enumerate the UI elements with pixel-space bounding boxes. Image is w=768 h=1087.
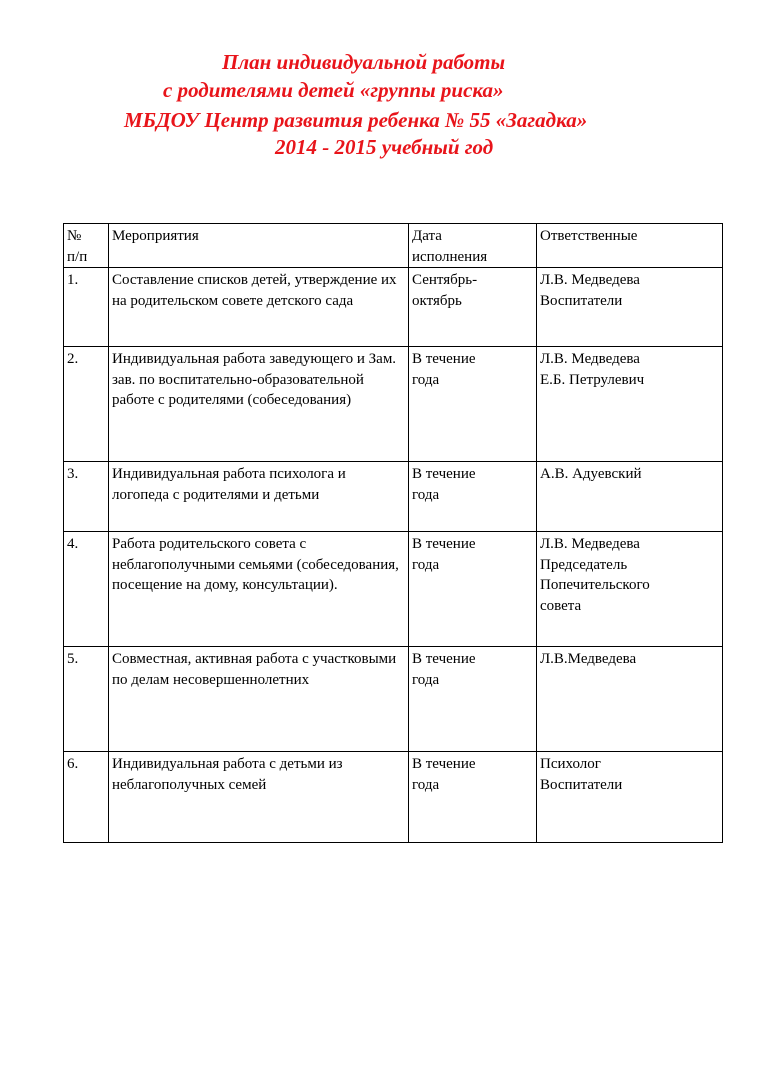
table-row bbox=[64, 347, 723, 462]
row-date: В течение года bbox=[409, 647, 537, 752]
plan-table bbox=[63, 223, 723, 843]
table-row bbox=[64, 268, 723, 347]
header-events: Мероприятия bbox=[109, 224, 409, 268]
row-event: Индивидуальная работа психолога и логопеда с родителями и детьми bbox=[109, 462, 409, 532]
title-line-4: 2014 - 2015 учебный год bbox=[275, 135, 494, 159]
row-event: Индивидуальная работа заведующего и Зам. зав. по воспитательно-образовательной работе с родителями (собеседования) bbox=[109, 347, 409, 462]
table-row bbox=[64, 532, 723, 647]
table-row bbox=[64, 647, 723, 752]
row-responsible: А.В. Адуевский bbox=[537, 462, 723, 532]
row-event: Совместная, активная работа с участковыми по делам несовершеннолетних bbox=[109, 647, 409, 752]
title-line-1: План индивидуальной работы bbox=[222, 50, 506, 74]
header-number: № п/п bbox=[64, 224, 109, 268]
row-event: Индивидуальная работа с детьми из неблагополучных семей bbox=[109, 752, 409, 843]
row-number: 1. bbox=[64, 268, 109, 347]
table-row bbox=[64, 462, 723, 532]
row-number: 5. bbox=[64, 647, 109, 752]
row-responsible: Психолог Воспитатели bbox=[537, 752, 723, 843]
row-event: Работа родительского совета с неблагополучными семьями (собеседования, посещение на дому, консультации). bbox=[109, 532, 409, 647]
header-date: Дата исполнения bbox=[409, 224, 537, 268]
table-row bbox=[64, 752, 723, 843]
row-number: 6. bbox=[64, 752, 109, 843]
row-number: 2. bbox=[64, 347, 109, 462]
row-date: В течение года bbox=[409, 532, 537, 647]
row-date: Сентябрь- октябрь bbox=[409, 268, 537, 347]
row-responsible: Л.В. Медведева Председатель Попечительского совета bbox=[537, 532, 723, 647]
row-responsible: Л.В. Медведева Е.Б. Петрулевич bbox=[537, 347, 723, 462]
row-date: В течение года bbox=[409, 462, 537, 532]
row-responsible: Л.В. Медведева Воспитатели bbox=[537, 268, 723, 347]
row-date: В течение года bbox=[409, 752, 537, 843]
document-title bbox=[0, 0, 768, 200]
row-number: 3. bbox=[64, 462, 109, 532]
row-date: В течение года bbox=[409, 347, 537, 462]
table-header-row bbox=[64, 224, 723, 268]
row-event: Составление списков детей, утверждение их на родительском совете детского сада bbox=[109, 268, 409, 347]
row-number: 4. bbox=[64, 532, 109, 647]
header-responsible: Ответственные bbox=[537, 224, 723, 268]
row-responsible: Л.В.Медведева bbox=[537, 647, 723, 752]
title-line-2: с родителями детей «группы риска» bbox=[163, 78, 504, 102]
title-line-3: МБДОУ Центр развития ребенка № 55 «Загадка» bbox=[124, 108, 588, 132]
